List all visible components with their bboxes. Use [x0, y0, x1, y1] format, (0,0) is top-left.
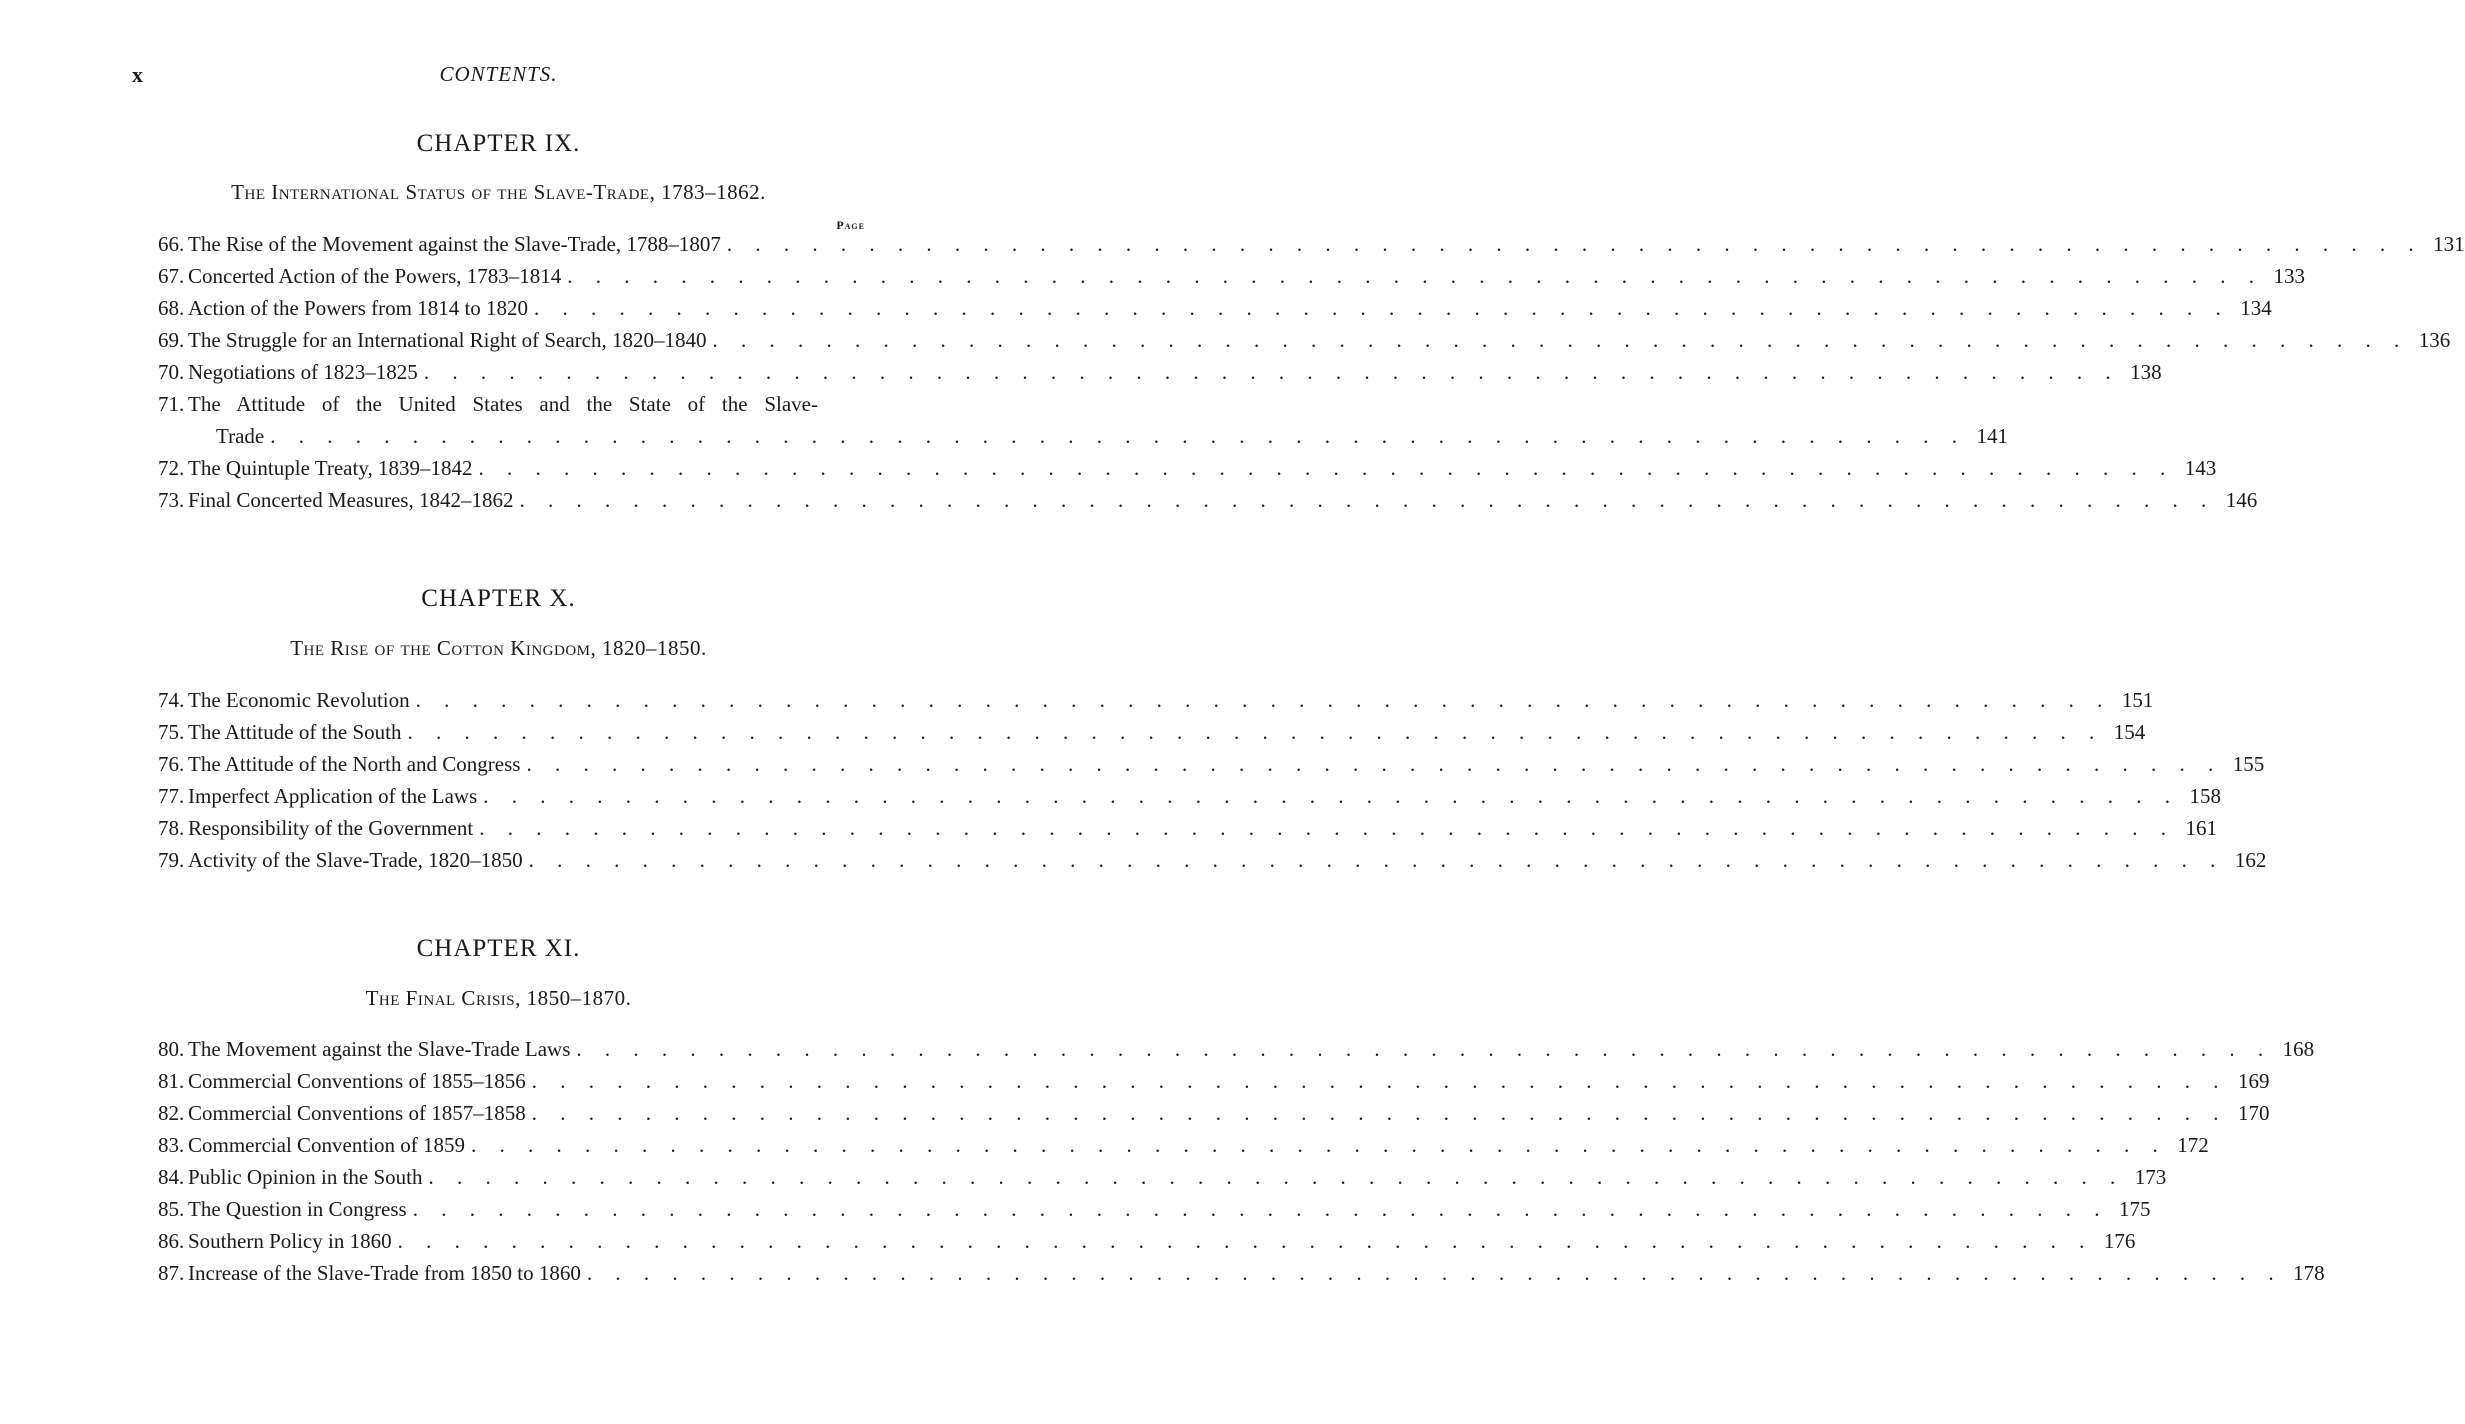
page-number: 131	[2433, 232, 2465, 256]
toc-entry	[158, 780, 2221, 812]
toc-entry	[158, 292, 2272, 324]
toc-entry	[158, 812, 2217, 844]
dot-leader: . . . . . . . . . . . . . . . . . . . . . . . . . . . . . . . . . . . . . . . . . . . . . . . . . . . . . . . . . . . .	[479, 816, 2175, 840]
page-column-label: Page	[836, 218, 865, 232]
chapter-heading: CHAPTER X.	[421, 585, 576, 612]
section-title: Negotiations of 1823–1825	[188, 360, 418, 384]
section-title: Action of the Powers from 1814 to 1820	[188, 296, 529, 320]
section-title: Commercial Conventions of 1855–1856	[188, 1069, 526, 1093]
toc-entry-row	[188, 1033, 2315, 1065]
section-number: 78.	[158, 816, 185, 840]
page-number: 158	[2189, 784, 2221, 808]
dot-leader: . . . . . . . . . . . . . . . . . . . . . . . . . . . . . . . . . . . . . . . . . . . . . . . . . . . . . . . . . . . .	[526, 752, 2223, 776]
toc-entry-row	[188, 1161, 2167, 1193]
section-number: 66.	[158, 232, 185, 256]
toc-entry	[158, 1033, 2315, 1065]
toc-entry	[158, 452, 2217, 484]
toc-entry-row	[188, 716, 2146, 748]
dot-leader: . . . . . . . . . . . . . . . . . . . . . . . . . . . . . . . . . . . . . . . . . . . . . . . . . . . . . . . . . . . .	[567, 264, 2264, 288]
chapter-subtitle: The International Status of the Slave-Trade, 1783–1862.	[231, 180, 766, 204]
section-number: 83.	[158, 1133, 185, 1157]
toc-entry-row	[188, 844, 2267, 876]
toc-entry	[158, 1225, 2136, 1257]
dot-leader: . . . . . . . . . . . . . . . . . . . . . . . . . . . . . . . . . . . . . . . . . . . . . . . . . . . . . . . . . . . .	[519, 488, 2216, 512]
page-number: 138	[2130, 360, 2162, 384]
page-number: 155	[2232, 752, 2265, 776]
page-number: 176	[2103, 1229, 2136, 1253]
toc-entry-row	[188, 748, 2265, 780]
page-number: 175	[2118, 1197, 2151, 1221]
dot-leader: . . . . . . . . . . . . . . . . . . . . . . . . . . . . . . . . . . . . . . . . . . . . . . . . . . . . . . . . . . . .	[397, 1229, 2094, 1253]
dot-leader: . . . . . . . . . . . . . . . . . . . . . . . . . . . . . . . . . . . . . . . . . . . . . . . . . . . . . . . . . . . .	[528, 848, 2225, 872]
toc-entry	[158, 388, 2008, 452]
section-number: 72.	[158, 456, 185, 480]
section-number: 71.	[158, 392, 185, 416]
section-number: 80.	[158, 1037, 185, 1061]
section-number: 76.	[158, 752, 185, 776]
dot-leader: . . . . . . . . . . . . . . . . . . . . . . . . . . . . . . . . . . . . . . . . . . . . . . . . . . . . . . . . . . . .	[576, 1037, 2273, 1061]
section-title: The Attitude of the South	[188, 720, 402, 744]
section-number: 84.	[158, 1165, 185, 1189]
section-number: 68.	[158, 296, 185, 320]
toc-entry	[158, 484, 2258, 516]
dot-leader: . . . . . . . . . . . . . . . . . . . . . . . . . . . . . . . . . . . . . . . . . . . . . . . . . . . . . . . . . . . .	[726, 232, 2423, 256]
page-number: 172	[2177, 1133, 2209, 1157]
section-title: Southern Policy in 1860	[188, 1229, 392, 1253]
toc-entry	[158, 356, 2162, 388]
chapter-heading: CHAPTER IX.	[416, 130, 581, 157]
toc-entry-row	[188, 1065, 2270, 1097]
section-number: 85.	[158, 1197, 185, 1221]
section-number: 82.	[158, 1101, 185, 1125]
section-title: Commercial Convention of 1859	[188, 1133, 466, 1157]
toc-entry	[158, 260, 2306, 292]
toc-entry-row	[188, 1225, 2136, 1257]
page-folio: x	[132, 62, 143, 87]
dot-leader: . . . . . . . . . . . . . . . . . . . . . . . . . . . . . . . . . . . . . . . . . . . . . . . . . . . . . . . . . . . .	[415, 688, 2112, 712]
toc-entry	[158, 1129, 2209, 1161]
section-number: 86.	[158, 1229, 185, 1253]
section-number: 70.	[158, 360, 185, 384]
section-title-line1: The Attitude of the United States and the State of the Slave-	[188, 392, 818, 416]
section-title: Concerted Action of the Powers, 1783–1814	[188, 264, 562, 288]
toc-entry-row	[188, 780, 2221, 812]
dot-leader: . . . . . . . . . . . . . . . . . . . . . . . . . . . . . . . . . . . . . . . . . . . . . . . . . . . . . . . . . . . .	[483, 784, 2179, 808]
toc-entry	[158, 1161, 2167, 1193]
section-title: The Attitude of the North and Congress	[188, 752, 521, 776]
dot-leader: . . . . . . . . . . . . . . . . . . . . . . . . . . . . . . . . . . . . . . . . . . . . . . . . . . . . . . . . . . . .	[428, 1165, 2125, 1189]
toc-entry-row	[188, 1257, 2325, 1289]
dot-leader: . . . . . . . . . . . . . . . . . . . . . . . . . . . . . . . . . . . . . . . . . . . . . . . . . . . . . . . . . . . .	[423, 360, 2120, 384]
section-title: Commercial Conventions of 1857–1858	[188, 1101, 526, 1125]
section-title: Responsibility of the Government	[188, 816, 474, 840]
dot-leader: . . . . . . . . . . . . . . . . . . . . . . . . . . . . . . . . . . . . . . . . . . . . . . . . . . . . . . . . . . . .	[478, 456, 2175, 480]
toc-entry	[158, 324, 2451, 356]
toc-entry	[158, 1097, 2270, 1129]
page-number: 170	[2237, 1101, 2270, 1125]
page-number: 151	[2121, 688, 2154, 712]
toc-entry	[158, 1065, 2270, 1097]
section-number: 87.	[158, 1261, 185, 1285]
section-title: Increase of the Slave-Trade from 1850 to 1860	[188, 1261, 581, 1285]
dot-leader: . . . . . . . . . . . . . . . . . . . . . . . . . . . . . . . . . . . . . . . . . . . . . . . . . . . . . . . . . . . .	[586, 1261, 2283, 1285]
page-number: 133	[2273, 264, 2306, 288]
dot-leader: . . . . . . . . . . . . . . . . . . . . . . . . . . . . . . . . . . . . . . . . . . . . . . . . . . . . . . . . . . . .	[270, 424, 1966, 448]
section-number: 81.	[158, 1069, 185, 1093]
toc-entry-row	[188, 260, 2306, 292]
section-number: 73.	[158, 488, 185, 512]
toc-entry-row	[188, 484, 2258, 516]
section-title: The Quintuple Treaty, 1839–1842	[188, 456, 473, 480]
section-title: The Rise of the Movement against the Slave-Trade, 1788–1807	[188, 232, 721, 256]
toc-entry-row	[188, 1129, 2209, 1161]
toc-entry	[158, 844, 2267, 876]
chapter-subtitle: The Rise of the Cotton Kingdom, 1820–1850.	[290, 636, 707, 660]
chapter-heading: CHAPTER XI.	[416, 935, 581, 962]
section-title: Activity of the Slave-Trade, 1820–1850	[188, 848, 523, 872]
toc-entry-row	[188, 324, 2451, 356]
section-number: 75.	[158, 720, 185, 744]
section-title: Trade	[216, 424, 265, 448]
section-title: Public Opinion in the South	[188, 1165, 423, 1189]
section-number: 69.	[158, 328, 185, 352]
page-number: 134	[2240, 296, 2272, 320]
page-number: 168	[2282, 1037, 2315, 1061]
toc-entry-row	[188, 356, 2162, 388]
toc-entry	[158, 748, 2265, 780]
page-number: 136	[2418, 328, 2451, 352]
section-number: 79.	[158, 848, 185, 872]
toc-entry-row	[188, 684, 2154, 716]
toc-entry	[158, 1193, 2151, 1225]
toc-entry-row	[188, 292, 2272, 324]
section-number: 67.	[158, 264, 185, 288]
page-number: 178	[2293, 1261, 2325, 1285]
toc-entry-row	[188, 812, 2217, 844]
section-title: The Question in Congress	[188, 1197, 407, 1221]
chapter-subtitle: The Final Crisis, 1850–1870.	[365, 986, 632, 1010]
dot-leader: . . . . . . . . . . . . . . . . . . . . . . . . . . . . . . . . . . . . . . . . . . . . . . . . . . . . . . . . . . . .	[471, 1133, 2167, 1157]
toc-entry-row	[188, 1193, 2151, 1225]
toc-entry-row	[188, 452, 2217, 484]
section-number: 77.	[158, 784, 185, 808]
section-title: Final Concerted Measures, 1842–1862	[188, 488, 514, 512]
page-number: 173	[2134, 1165, 2167, 1189]
page-number: 169	[2237, 1069, 2270, 1093]
dot-leader: . . . . . . . . . . . . . . . . . . . . . . . . . . . . . . . . . . . . . . . . . . . . . . . . . . . . . . . . . . . .	[531, 1069, 2228, 1093]
running-head	[132, 62, 865, 92]
page-number: 154	[2113, 720, 2146, 744]
running-title: CONTENTS.	[439, 62, 558, 86]
dot-leader: . . . . . . . . . . . . . . . . . . . . . . . . . . . . . . . . . . . . . . . . . . . . . . . . . . . . . . . . . . . .	[412, 1197, 2109, 1221]
section-title: The Struggle for an International Right of Search, 1820–1840	[188, 328, 707, 352]
page-number: 162	[2234, 848, 2267, 872]
dot-leader: . . . . . . . . . . . . . . . . . . . . . . . . . . . . . . . . . . . . . . . . . . . . . . . . . . . . . . . . . . . .	[534, 296, 2230, 320]
dot-leader: . . . . . . . . . . . . . . . . . . . . . . . . . . . . . . . . . . . . . . . . . . . . . . . . . . . . . . . . . . . .	[712, 328, 2409, 352]
page-number: 161	[2185, 816, 2217, 840]
page-number: 143	[2184, 456, 2217, 480]
toc-entry-row	[216, 420, 2008, 452]
toc-entry	[158, 684, 2154, 716]
page-number: 146	[2225, 488, 2258, 512]
toc-entry	[158, 1257, 2325, 1289]
section-title: Imperfect Application of the Laws	[188, 784, 478, 808]
dot-leader: . . . . . . . . . . . . . . . . . . . . . . . . . . . . . . . . . . . . . . . . . . . . . . . . . . . . . . . . . . . .	[531, 1101, 2228, 1125]
page-number: 141	[1976, 424, 2008, 448]
toc-entry-row	[188, 1097, 2270, 1129]
section-title: The Economic Revolution	[188, 688, 410, 712]
section-title: The Movement against the Slave-Trade Laws	[188, 1037, 571, 1061]
toc-entry	[158, 228, 2465, 260]
toc-entry	[158, 716, 2146, 748]
dot-leader: . . . . . . . . . . . . . . . . . . . . . . . . . . . . . . . . . . . . . . . . . . . . . . . . . . . . . . . . . . . .	[407, 720, 2104, 744]
toc-entry-row	[188, 228, 2465, 260]
section-number: 74.	[158, 688, 185, 712]
